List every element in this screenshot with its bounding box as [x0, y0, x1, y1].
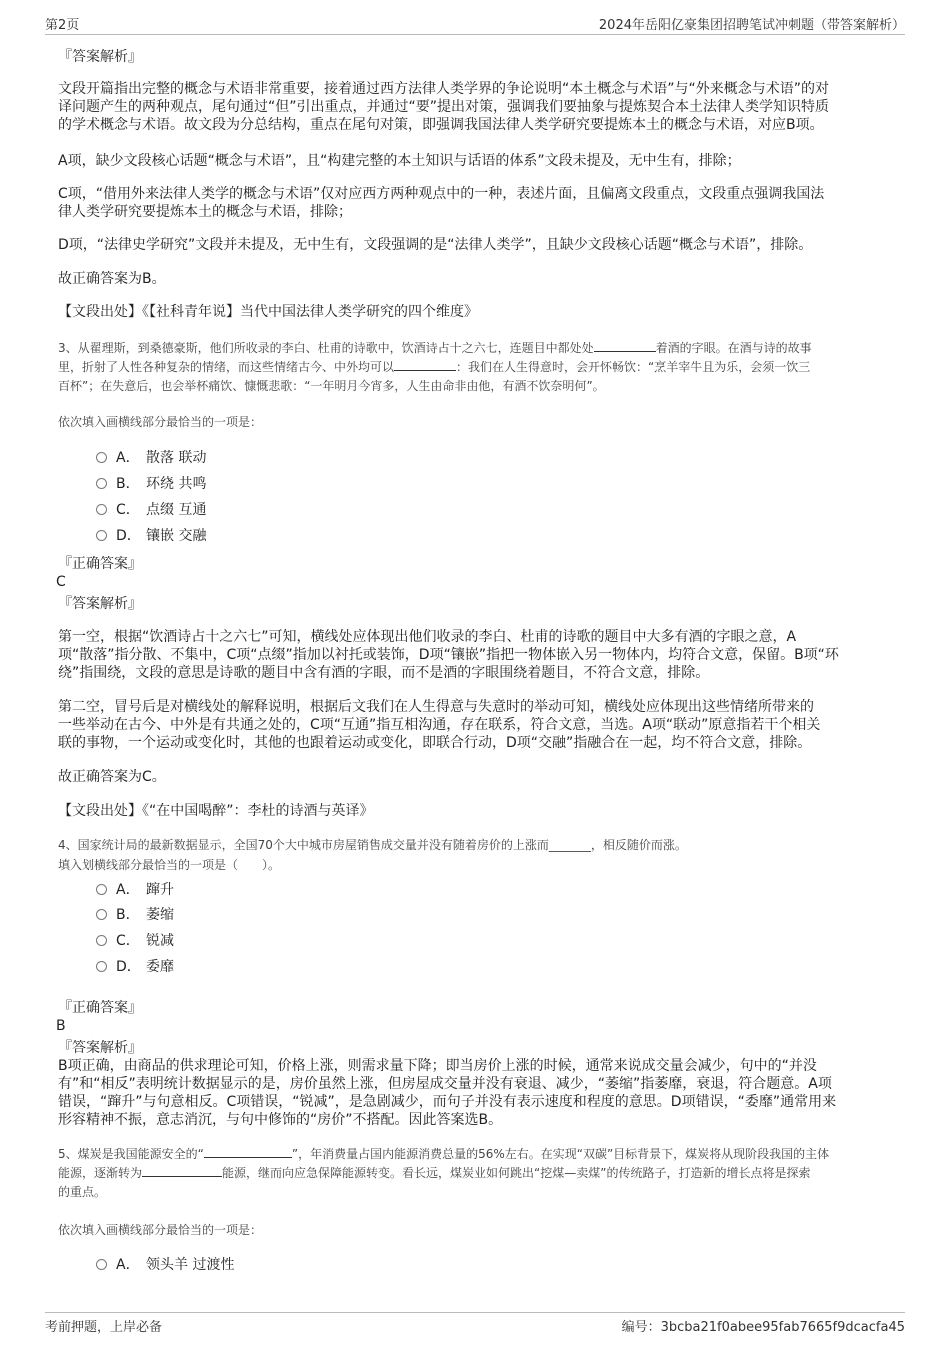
q2-analysis-tag: 『答案解析』 [58, 49, 142, 65]
q3-analysis-p2: 第二空，冒号后是对横线处的解释说明，根据后文我们在人生得意与失意时的举动可知，横线处应体现出这些情绪所带来的 一些举动在古今、中外是有共通之处的，C项“互通”指互相沟通，存在联系，符合文意，当选。A项“联动”原意指若干个相关 联的事物，一个运动或变化时，其他的也跟着运动或变化，即联合行动，D项“交融”指融合在一起，均不符合文意，排除。 [58, 699, 821, 751]
q3-prompt: 依次填入画横线部分最恰当的一项是： [58, 415, 263, 429]
q5-blank-2 [142, 1164, 222, 1177]
radio-icon[interactable] [96, 961, 107, 972]
q4-stem: 4、国家统计局的最新数据显示，全国70个大中城市房屋销售成交量并没有随着房价的上涨而_______，相反随价而涨。 [58, 838, 687, 852]
q4-analysis-tag: 『答案解析』 [58, 1040, 142, 1056]
q4-option-b[interactable]: B． 萎缩 [96, 906, 174, 924]
q2-analysis-p2: A项，缺少文段核心话题“概念与术语”，且“构建完整的本土知识与话语的体系”文段未提及，无中生有，排除； [58, 153, 741, 169]
radio-icon[interactable] [96, 1259, 107, 1270]
q4-analysis-p1: B项正确，由商品的供求理论可知，价格上涨，则需求量下降；即当房价上涨的时候，通常来说成交量会减少，句中的“并没 有”和“相反”表明统计数据显示的是，房价虽然上涨，但房屋成交量并没有衰退、减少，“萎缩”指萎靡，衰退，符合题意。A项 错误，“蹿升”与句意相反。C项错误，“锐减”，是急剧减少，而句子并没有表示速度和程度的意思。D项错误，“委靡”通常用来 形容精神不振，意志消沉，与句中修饰的“房价”不搭配。因此答案选B。 [58, 1058, 837, 1128]
q5-option-a[interactable]: A． 领头羊 过渡性 [96, 1256, 234, 1274]
q3-answer-tag: 『正确答案』 [58, 556, 142, 572]
q4-prompt: 填入划横线部分最恰当的一项是（ ）。 [58, 858, 281, 872]
q5-prompt: 依次填入画横线部分最恰当的一项是： [58, 1223, 263, 1237]
q3-answer: C [56, 574, 66, 590]
q2-analysis-p1: 文段开篇指出完整的概念与术语非常重要，接着通过西方法律人类学界的争论说明“本土概念与术语”与“外来概念与术语”的对 译问题产生的两种观点，尾句通过“但”引出重点，并通过“要”提出对策，强调我们要抽象与提炼契合本土法律人类学知识特质 的学术概念与术语。故文段为分总结构，重点在尾句对策，即强调我国法律人类学研究要提炼本土的概念与术语，对应B项。 [58, 81, 830, 133]
q3-option-c[interactable]: C． 点缀 互通 [96, 501, 206, 519]
q4-option-c[interactable]: C． 锐减 [96, 932, 174, 950]
q4-answer: B [56, 1018, 66, 1034]
q3-option-a[interactable]: A． 散落 联动 [96, 449, 206, 467]
page-number: 第2页 [45, 18, 80, 33]
q3-source: 【文段出处】《“在中国喝醉”：李杜的诗酒与英译》 [58, 803, 374, 819]
footer-slogan: 考前押题，上岸必备 [45, 1320, 163, 1335]
document-code: 编号：3bcba21f0abee95fab7665f9dcacfa45 [621, 1320, 905, 1335]
q2-conclusion: 故正确答案为B。 [58, 271, 166, 287]
radio-icon[interactable] [96, 478, 107, 489]
radio-icon[interactable] [96, 504, 107, 515]
radio-icon[interactable] [96, 935, 107, 946]
q3-blank-1 [594, 339, 656, 352]
q4-answer-tag: 『正确答案』 [58, 1000, 142, 1016]
q3-analysis-p1: 第一空，根据“饮酒诗占十之六七”可知，横线处应体现出他们收录的李白、杜甫的诗歌的题目中大多有酒的字眼之意，A 项“散落”指分散、不集中，C项“点缀”指加以衬托或装饰，D项“镶嵌”指把一物体嵌入另一物体内，均符合文意，保留。B项“环 绕”指围绕，文段的意思是诗歌的题目中含有酒的字眼，而不是酒的字眼围绕着题目，不符合文意，排除。 [58, 629, 839, 681]
q2-analysis-p3: C项，“借用外来法律人类学的概念与术语”仅对应西方两种观点中的一种，表述片面，且偏离文段重点，文段重点强调我国法 律人类学研究要提炼本土的概念与术语，排除； [58, 186, 825, 220]
q2-source: 【文段出处】《【社科青年说】当代中国法律人类学研究的四个维度》 [58, 304, 478, 320]
q4-option-a[interactable]: A． 蹿升 [96, 881, 174, 899]
page-footer [45, 1312, 905, 1335]
q5-blank-1 [204, 1145, 292, 1158]
q3-conclusion: 故正确答案为C。 [58, 769, 166, 785]
radio-icon[interactable] [96, 884, 107, 895]
document-title: 2024年岳阳亿豪集团招聘笔试冲刺题（带答案解析） [598, 18, 905, 33]
q3-option-d[interactable]: D． 镶嵌 交融 [96, 527, 206, 545]
radio-icon[interactable] [96, 909, 107, 920]
q4-option-d[interactable]: D． 委靡 [96, 958, 174, 976]
q3-stem: 3、从翟理斯，到桑德豪斯，他们所收录的李白、杜甫的诗歌中，饮酒诗占十之六七，连题目中都处处 着酒的字眼。在酒与诗的故事 里，折射了人性各种复杂的情绪，而这些情绪古今、中外均可以 ：我们在人生得意时，会开怀畅饮：“烹羊宰牛且为乐，会须一饮三 百杯”；在失意后，也会举杯痛饮、慷慨悲歌：“一年明月今宵多，人生由命非由他，有酒不饮奈明何”。 [58, 341, 812, 393]
q3-blank-2 [394, 358, 456, 371]
q3-option-b[interactable]: B． 环绕 共鸣 [96, 475, 206, 493]
q2-analysis-p4: D项，“法律史学研究”文段并未提及，无中生有，文段强调的是“法律人类学”，且缺少文段核心话题“概念与术语”，排除。 [58, 237, 813, 253]
q5-stem: 5、煤炭是我国能源安全的“ ”，年消费量占国内能源消费总量的56%左右。在实现“双碳”目标背景下，煤炭将从现阶段我国的主体 能源，逐渐转为 能源，继而向应急保障能源转变。看长远，煤炭业如何跳出“挖煤—卖煤”的传统路子，打造新的增长点将是探索 的重点。 [58, 1147, 830, 1199]
page-header [45, 14, 905, 35]
radio-icon[interactable] [96, 530, 107, 541]
q3-analysis-tag: 『答案解析』 [58, 596, 142, 612]
radio-icon[interactable] [96, 452, 107, 463]
